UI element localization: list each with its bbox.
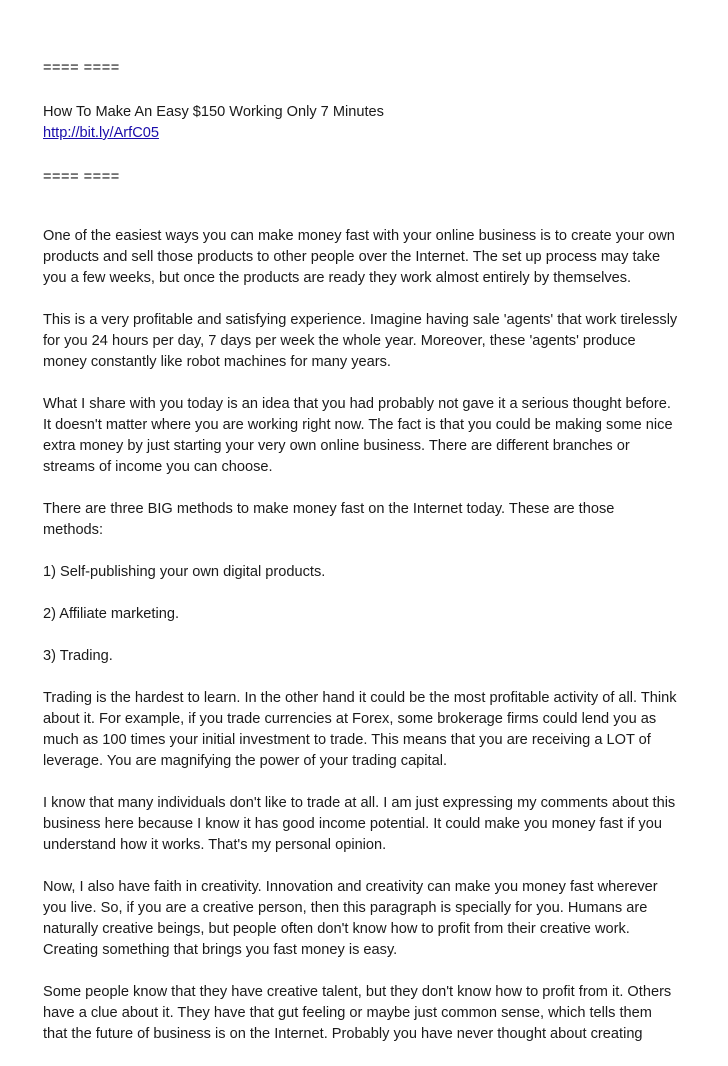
paragraph-line: 2) Affiliate marketing.	[43, 606, 180, 622]
paragraph-line: Creating something that brings you fast money is easy.	[43, 942, 398, 958]
paragraph-line: about it. For example, if you trade currencies at Forex, some brokerage firms could lend you as	[43, 711, 657, 727]
paragraph-line: streams of income you can choose.	[43, 459, 273, 475]
paragraph-line: have a clue about it. They have that gut feeling or maybe just common sense, which tells them	[43, 1005, 652, 1021]
list-item	[43, 646, 693, 667]
paragraph	[43, 688, 693, 772]
paragraph	[43, 877, 693, 961]
paragraph-line: products and sell those products to other people over the Internet. The set up process may take	[43, 249, 661, 265]
separator-bottom: ==== ====	[43, 169, 120, 185]
paragraph-line: Now, I also have faith in creativity. Innovation and creativity can make you money fast wherever	[43, 879, 658, 895]
paragraph-line: 3) Trading.	[43, 648, 113, 664]
paragraph	[43, 226, 693, 289]
paragraph-line: methods:	[43, 522, 104, 538]
paragraph-line: for you 24 hours per day, 7 days per week the whole year. Moreover, these 'agents' produce	[43, 333, 636, 349]
paragraph-line: you a few weeks, but once the products are ready they work almost entirely by themselves.	[43, 270, 632, 286]
paragraph-line: I know that many individuals don't like to trade at all. I am just expressing my comments about this	[43, 795, 676, 811]
paragraph	[43, 394, 693, 478]
paragraph-line: understand how it works. That's my personal opinion.	[43, 837, 387, 853]
paragraph-line: There are three BIG methods to make money fast on the Internet today. These are those	[43, 501, 615, 517]
paragraph	[43, 793, 693, 856]
article-title: How To Make An Easy $150 Working Only 7 Minutes	[43, 104, 384, 120]
paragraph-line: One of the easiest ways you can make money fast with your online business is to create your own	[43, 228, 675, 244]
paragraph-line: Trading is the hardest to learn. In the other hand it could be the most profitable activity of all. Think	[43, 690, 677, 706]
article-body	[43, 226, 693, 1045]
document-page	[43, 58, 693, 1066]
list-item	[43, 562, 693, 583]
separator-top: ==== ====	[43, 60, 120, 76]
paragraph	[43, 499, 693, 541]
paragraph-line: 1) Self-publishing your own digital products.	[43, 564, 326, 580]
paragraph-line: naturally creative beings, but people often don't know how to profit from their creative work.	[43, 921, 630, 937]
paragraph-line: that the future of business is on the Internet. Probably you have never thought about creating	[43, 1026, 643, 1042]
paragraph-line: Some people know that they have creative talent, but they don't know how to profit from it. Others	[43, 984, 672, 1000]
paragraph-line: money constantly like robot machines for many years.	[43, 354, 391, 370]
paragraph-line: This is a very profitable and satisfying experience. Imagine having sale 'agents' that work tirelessly	[43, 312, 678, 328]
paragraph	[43, 982, 693, 1045]
paragraph-line: leverage. You are magnifying the power of your trading capital.	[43, 753, 448, 769]
article-link[interactable]: http://bit.ly/ArfC05	[43, 125, 159, 141]
paragraph-line: What I share with you today is an idea that you had probably not gave it a serious thought before.	[43, 396, 671, 412]
list-item	[43, 604, 693, 625]
paragraph	[43, 310, 693, 373]
paragraph-line: you live. So, if you are a creative person, then this paragraph is specially for you. Humans are	[43, 900, 648, 916]
paragraph-line: extra money by just starting your very own online business. There are different branches or	[43, 438, 630, 454]
paragraph-line: much as 100 times your initial investment to trade. This means that you are receiving a LOT of	[43, 732, 651, 748]
paragraph-line: It doesn't matter where you are working right now. The fact is that you could be making some nice	[43, 417, 673, 433]
paragraph-line: business here because I know it has good income potential. It could make you money fast if you	[43, 816, 662, 832]
